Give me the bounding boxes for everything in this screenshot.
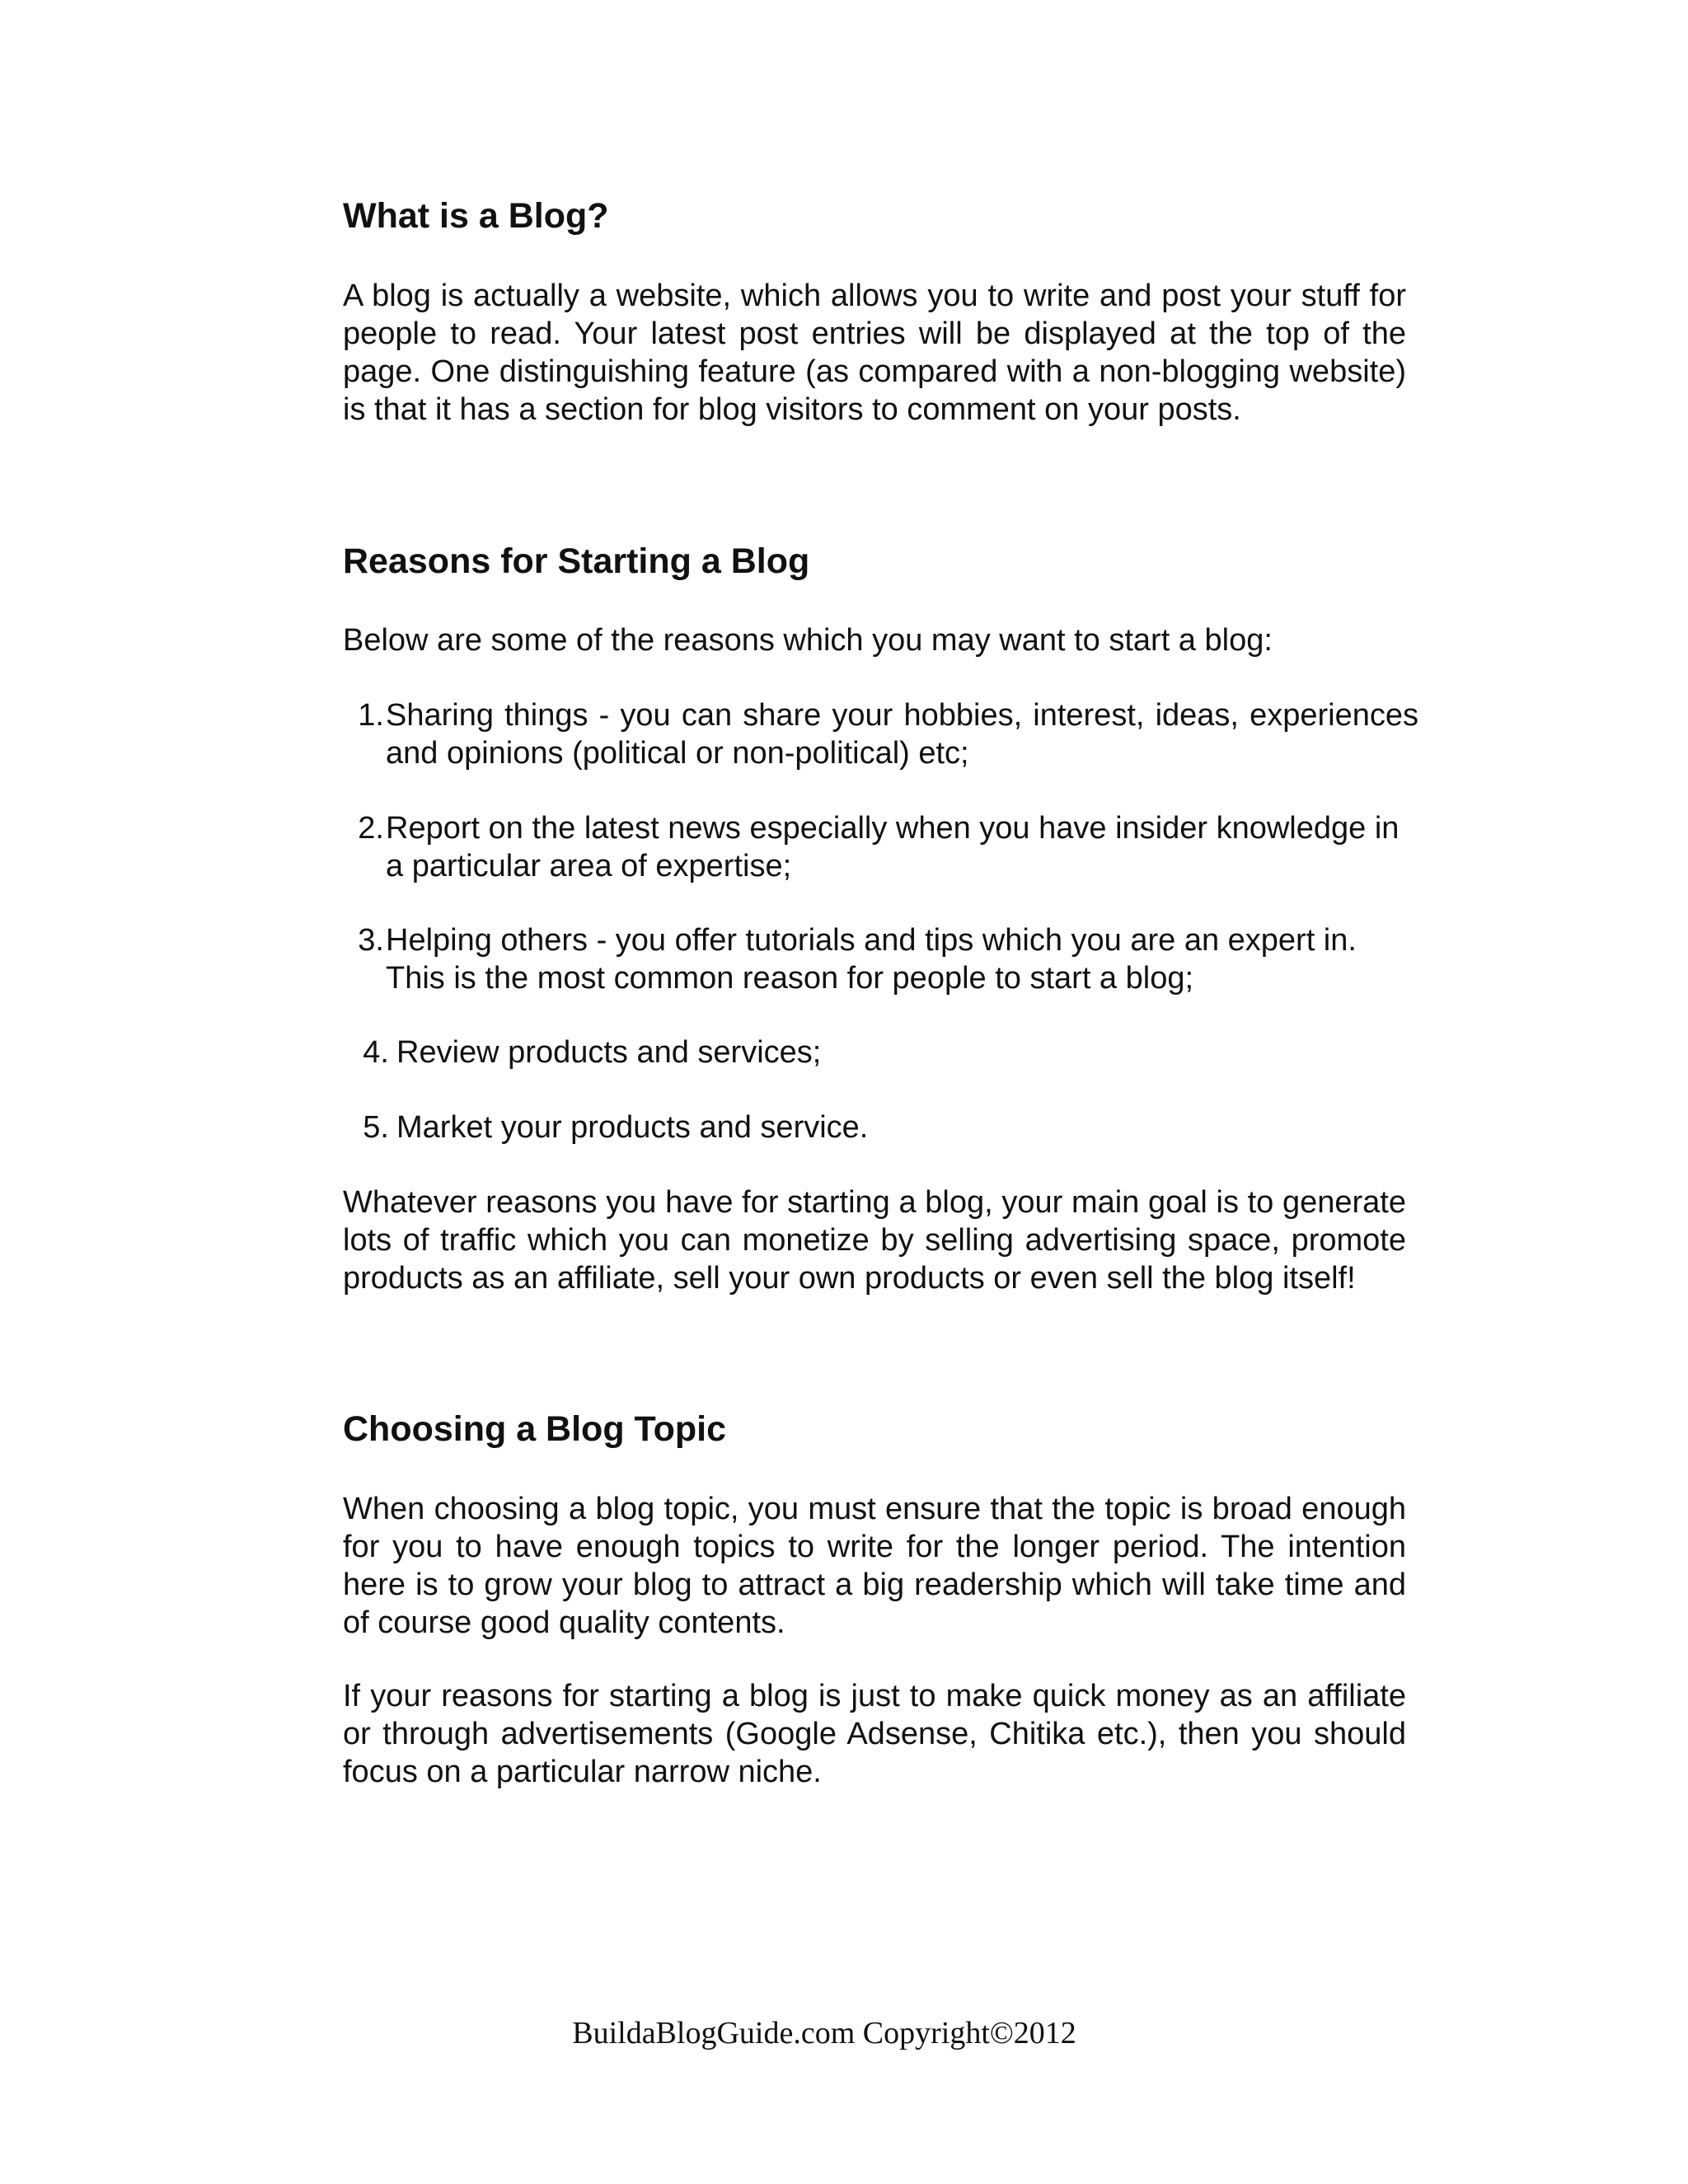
list-text: Report on the latest news especially when you have insider knowledge in a particular area of expertise; — [386, 811, 1400, 883]
section-choosing-a-topic — [343, 1408, 1406, 1451]
paragraph-text: Whatever reasons you have for starting a blog, your main goal is to generate lots of traffic which you can monetize by selling advertising space, promote products as an affiliate, sell your own products or even sell the blog itself! — [343, 1185, 1406, 1296]
list-text: Review products and services; — [396, 1035, 822, 1070]
paragraph — [343, 1490, 1406, 1642]
list-text: Sharing things - you can share your hobbies, interest, ideas, experiences and opinions (political or non-political) etc; — [386, 698, 1418, 771]
list-number: 3. — [358, 923, 384, 958]
list-number: 2. — [358, 811, 384, 846]
paragraph — [343, 277, 1406, 429]
paragraph — [343, 1677, 1406, 1791]
closing-paragraph — [343, 1183, 1406, 1297]
list-item — [343, 921, 1418, 997]
intro-paragraph — [343, 621, 1406, 659]
list-item — [343, 1033, 1418, 1071]
list-text: Market your products and service. — [396, 1110, 869, 1145]
section-what-is-a-blog — [343, 194, 1406, 237]
page-footer: BuildaBlogGuide.com Copyright©2012 — [572, 2016, 1076, 2050]
section-heading: What is a Blog? — [343, 196, 609, 236]
list-number: 1. — [358, 698, 384, 733]
list-item — [343, 696, 1418, 772]
section-heading: Choosing a Blog Topic — [343, 1409, 727, 1449]
list-item — [343, 1108, 1418, 1146]
paragraph-text: If your reasons for starting a blog is just to make quick money as an affiliate or through advertisements (Google Adsense, Chitika etc.), then you should focus on a particular narrow niche. — [343, 1679, 1406, 1789]
section-heading: Reasons for Starting a Blog — [343, 541, 810, 581]
paragraph-text: When choosing a blog topic, you must ensure that the topic is broad enough for you to have enough topics to write for the longer period. The intention here is to grow your blog to attract a big readership which will take time and of course good quality contents. — [343, 1492, 1406, 1640]
section-reasons-for-starting — [343, 540, 1406, 583]
paragraph-text: Below are some of the reasons which you may want to start a blog: — [343, 623, 1273, 658]
paragraph-text: A blog is actually a website, which allows you to write and post your stuff for people to read. Your latest post entries will be displayed at the top of the page. One distinguishing feature (as compared with a non-blogging website) is that it has a section for blog visitors to comment on your posts. — [343, 279, 1406, 427]
list-number: 4. — [363, 1035, 389, 1070]
list-item — [343, 809, 1418, 885]
list-number: 5. — [363, 1110, 389, 1145]
list-text: Helping others - you offer tutorials and tips which you are an expert in. This is the most common reason for people to start a blog; — [386, 923, 1357, 996]
